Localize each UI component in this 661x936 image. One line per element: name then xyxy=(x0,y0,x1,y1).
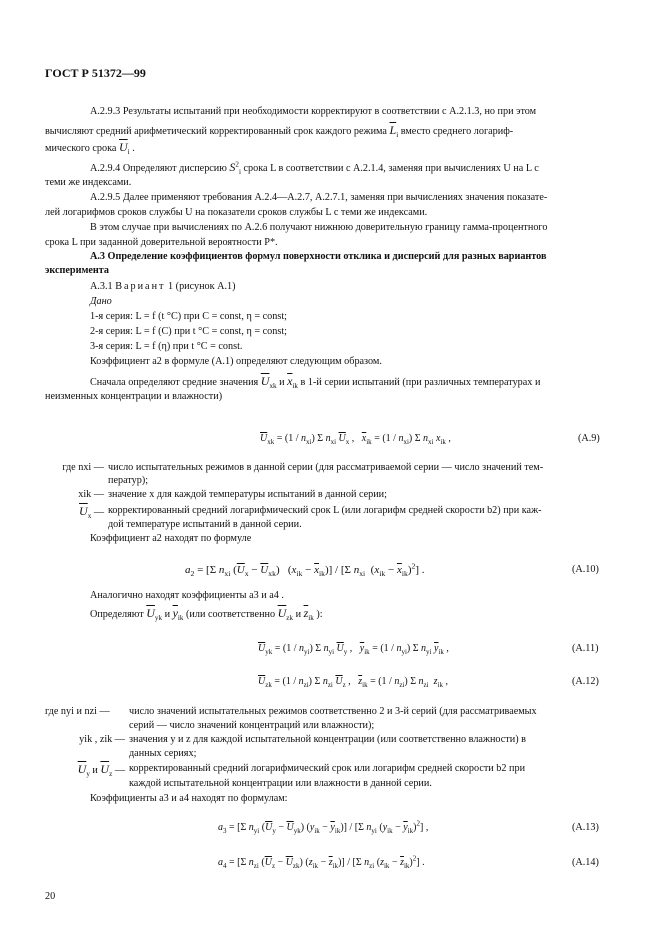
equation-a14-number: (А.14) xyxy=(572,857,599,868)
para-a294-line1: А.2.9.4 Определяют дисперсию $S^2_i$ срока L в соответствии с А.2.1.4, заменяя при вычислениях U на L с xyxy=(90,160,539,177)
where4-text-line1: число значений испытательных режимов соответственно 2 и 3-й серий (для рассматриваемых xyxy=(129,706,537,717)
where2-label: xik — xyxy=(78,489,104,500)
where3-text-line1: корректированный средний логарифмический срок L (или логарифм средней скорости b2) при каж- xyxy=(108,505,542,516)
where4-label: где nyi и nzi — xyxy=(45,706,110,717)
equation-a10-number: (А.10) xyxy=(572,564,599,575)
series-3: 3-я серия: L = f (η) при t °C = const. xyxy=(90,341,243,352)
equation-a9: $\overline{U}_{xk} = (1 / n_{xi})$ Σ $n_{xi}$ $\overline{U}_x$ , $\overline{x}_{ik} = (1 / n_{xi})$ Σ $n_{xi}$ $x_{ik}$ , xyxy=(260,433,451,446)
equation-a14: $a_4 = [\Sigma$ $n_{zi}$ $(\overline{U}_z - \overline{U}_{zk}) (z_{ik} - \overline{z}_{ik})] / [\Sigma$ $n_{zi}$ $(z_{ik} - \overline{z}_{ik})^2$] . xyxy=(218,854,425,870)
define-yk-zk: Определяют $\overline{U}_{yk}$ и $\overline{y}_{ik}$ (или соответственно $\overline{U}_{zk}$ и $\overline{z}_{ik}$ ): xyxy=(90,606,323,623)
equation-a12: $\overline{U}_{zk} = (1 / n_{zi})$ Σ $n_{zi}$ $\overline{U}_z$ , $\overline{z}_{ik} = (1 / n_{zi})$ Σ $n_{zi}$ $z_{ik}$ , xyxy=(258,676,448,689)
where1-label: где nxi — xyxy=(62,462,104,473)
section-a3-title-line1: А.3 Определение коэффициентов формул поверхности отклика и дисперсий для разных вариантов xyxy=(90,251,547,262)
para-a295-line3: В этом случае при вычислениях по А.2.6 получают нижнюю доверительную границу гамма-процентного xyxy=(90,222,548,233)
where3-label-visible: $\overline{U}_x$ — xyxy=(79,504,104,521)
equation-a12-number: (А.12) xyxy=(572,676,599,687)
where6-label: $\overline{U}_y$ и $\overline{U}_z$ — xyxy=(77,762,125,779)
equation-a10: $a_2 = [\Sigma$ $n_{xi}$ $(\overline{U}_x - \overline{U}_{xk}) (x_{ik} - \overline{x}_{ik})] / [\Sigma$ $n_{xi}$ $(x_{ik} - \overline{x}_{ik})^2$] . xyxy=(185,561,425,579)
where5-text-line1: значения y и z для каждой испытательной концентрации (или соответственно влажности) в xyxy=(129,734,526,745)
series-1: 1-я серия: L = f (t °C) при C = const, η = const; xyxy=(90,311,287,322)
equation-a9-number: (А.9) xyxy=(578,433,600,444)
series-2: 2-я серия: L = f (C) при t °C = const, η = const; xyxy=(90,326,287,337)
para-a293-line1: А.2.9.3 Результаты испытаний при необходимости корректируют в соответствии с А.2.1.3, но при этом xyxy=(90,106,537,117)
given-label: Дано xyxy=(90,296,112,307)
para-a295-line1: А.2.9.5 Далее применяют требования А.2.4—А.2.7, А.2.7.1, заменяя при вычислениях значения показате- xyxy=(90,192,548,203)
where3-text-line2: дой температуре испытаний в данной серии. xyxy=(108,519,302,530)
para-a293-line2: вычисляют средний арифметический корректированный срок каждого режима $\overline{L}_i$ вместо среднего логариф- xyxy=(45,123,514,140)
equation-a11: $\overline{U}_{yk} = (1 / n_{yi})$ Σ $n_{yi}$ $\overline{U}_y$ , $\overline{y}_{ik} = (1 / n_{yi})$ Σ $n_{yi}$ $\overline{y}_{ik}$ , xyxy=(258,643,449,656)
para-a295-line4: срока L при заданной доверительной вероятности Р*. xyxy=(45,237,278,248)
first-define-line2: неизменных концентрации и влажности) xyxy=(45,391,223,402)
para-a295-line2: лей логарифмов сроков службы U на показатели сроков службы L с теми же индексами. xyxy=(45,207,428,218)
section-a3-title-line2: эксперимента xyxy=(45,265,110,276)
analog-text: Аналогично находят коэффициенты a3 и a4 . xyxy=(90,590,284,601)
where5-text-line2: данных сериях; xyxy=(129,748,197,759)
where6-text-line2: каждой испытательной концентрации или влажности в данной серии. xyxy=(129,778,432,789)
para-a294-line2: теми же индексами. xyxy=(45,177,132,188)
where1-text-line2: ператур); xyxy=(108,475,149,486)
where4-text-line2: серий — число значений концентраций или влажности); xyxy=(129,720,375,731)
equation-a13-number: (А.13) xyxy=(572,822,599,833)
where2-text: значение x для каждой температуры испытаний в данной серии; xyxy=(108,489,387,500)
where6-text-line1: корректированный средний логарифмический срок или логарифм средней скорости b2 при xyxy=(129,763,526,774)
doc-header: ГОСТ Р 51372—99 xyxy=(45,66,146,80)
equation-a13: $a_3 = [\Sigma$ $n_{yi}$ $(\overline{U}_y - \overline{U}_{yk}) (y_{ik} - \overline{y}_{ik})] / [\Sigma$ $n_{yi}$ $(y_{ik} - \overline{y}_{ik})^2$] , xyxy=(218,819,429,835)
coef-a2-text: Коэффициент a2 в формуле (А.1) определяют следующим образом. xyxy=(90,356,382,367)
coef-a34-text: Коэффициенты a3 и a4 находят по формулам: xyxy=(90,793,288,804)
page-number: 20 xyxy=(45,891,56,902)
para-a293-line3: мического срока $\overline{U}_i$ . xyxy=(45,140,135,157)
equation-a11-number: (А.11) xyxy=(572,643,599,654)
coef-a2-formula-text: Коэффициент a2 находят по формуле xyxy=(90,533,252,544)
where1-text-line1: число испытательных режимов в данной серии (для рассматриваемой серии — число значений тем- xyxy=(108,462,544,473)
first-define-line1: Сначала определяют средние значения $\overline{U}_{xk}$ и $\overline{x}_{ik}$ в 1-й серии испытаний (при различных температурах и xyxy=(90,374,541,391)
variant-heading: А.3.1 Вариант 1 (рисунок А.1) xyxy=(90,281,236,292)
where5-label: yik , zik — xyxy=(79,734,125,745)
